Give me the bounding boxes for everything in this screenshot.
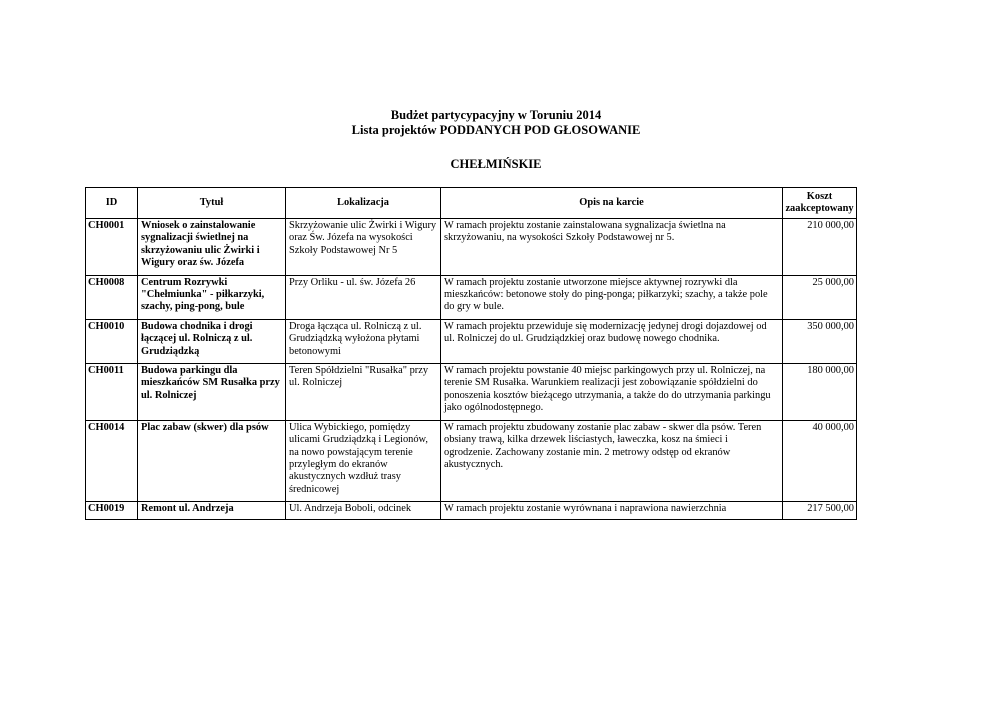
row-description: W ramach projektu zostanie wyrównana i naprawiona nawierzchnia [441,502,783,520]
row-description: W ramach projektu zostanie zainstalowana sygnalizacja świetlna na skrzyżowaniu, na wysokości Szkoły Podstawowej nr 5. [441,219,783,276]
row-cost: 217 500,00 [783,502,857,520]
row-title: Centrum Rozrywki "Chełmiunka" - piłkarzyki, szachy, ping-pong, bule [138,275,286,319]
table-row [86,364,857,421]
row-location: Teren Spółdzielni "Rusałka" przy ul. Rolniczej [286,364,441,421]
header-location: Lokalizacja [286,188,441,219]
row-cost: 25 000,00 [783,275,857,319]
row-cost: 350 000,00 [783,319,857,363]
document-header [0,108,992,172]
row-description: W ramach projektu przewiduje się modernizację jedynej drogi dojazdowej od ul. Rolniczej do ul. Grudziądzkiej oraz budowę nowego chodnika. [441,319,783,363]
header-description: Opis na karcie [441,188,783,219]
row-id: CH0011 [86,364,138,421]
row-location: Droga łącząca ul. Rolniczą z ul. Grudziądzką wyłożona płytami betonowymi [286,319,441,363]
row-cost: 210 000,00 [783,219,857,276]
table-row [86,319,857,363]
row-location: Ul. Andrzeja Boboli, odcinek [286,502,441,520]
header-cost: Koszt zaakceptowany [783,188,857,219]
row-title: Budowa parkingu dla mieszkańców SM Rusałka przy ul. Rolniczej [138,364,286,421]
row-id: CH0014 [86,420,138,501]
table-row [86,219,857,276]
row-title: Remont ul. Andrzeja [138,502,286,520]
region-heading: CHEŁMIŃSKIE [450,157,542,171]
document-title: Budżet partycypacyjny w Toruniu 2014 [390,108,602,122]
row-id: CH0008 [86,275,138,319]
row-cost: 180 000,00 [783,364,857,421]
projects-table [85,187,857,520]
row-location: Ulica Wybickiego, pomiędzy ulicami Grudziądzką i Legionów, na nowo powstającym terenie przyległym do ekranów akustycznych wzdłuż trasy średnicowej [286,420,441,501]
table-header-row [86,188,857,219]
row-title: Budowa chodnika i drogi łączącej ul. Rolniczą z ul. Grudziądzką [138,319,286,363]
document-subtitle: Lista projektów PODDANYCH POD GŁOSOWANIE [351,123,641,137]
table-row [86,502,857,520]
row-description: W ramach projektu zostanie utworzone miejsce aktywnej rozrywki dla mieszkańców: betonowe stoły do ping-ponga; piłkarzyki; szachy, a także pole do gry w bule. [441,275,783,319]
table-row [86,275,857,319]
table-row [86,420,857,501]
row-id: CH0001 [86,219,138,276]
row-title: Wniosek o zainstalowanie sygnalizacji świetlnej na skrzyżowaniu ulic Żwirki i Wigury oraz św. Józefa [138,219,286,276]
row-title: Plac zabaw (skwer) dla psów [138,420,286,501]
row-id: CH0010 [86,319,138,363]
row-description: W ramach projektu zbudowany zostanie plac zabaw - skwer dla psów. Teren obsiany trawą, kilka drzewek liściastych, ławeczka, kosz na śmieci i ogrodzenie. Zachowany zostanie min. 2 metrowy odstęp od ekranów akustycznych. [441,420,783,501]
row-location: Skrzyżowanie ulic Żwirki i Wigury oraz Św. Józefa na wysokości Szkoły Podstawowej Nr 5 [286,219,441,276]
row-cost: 40 000,00 [783,420,857,501]
header-title: Tytuł [138,188,286,219]
row-id: CH0019 [86,502,138,520]
row-location: Przy Orliku - ul. św. Józefa 26 [286,275,441,319]
header-id: ID [86,188,138,219]
row-description: W ramach projektu powstanie 40 miejsc parkingowych przy ul. Rolniczej, na terenie SM Rusałka. Warunkiem realizacji jest zobowiązanie spółdzielni do ponoszenia kosztów bieżącego utrzymania, a także do do utrzymania parkingu jako ogólnodostępnego. [441,364,783,421]
